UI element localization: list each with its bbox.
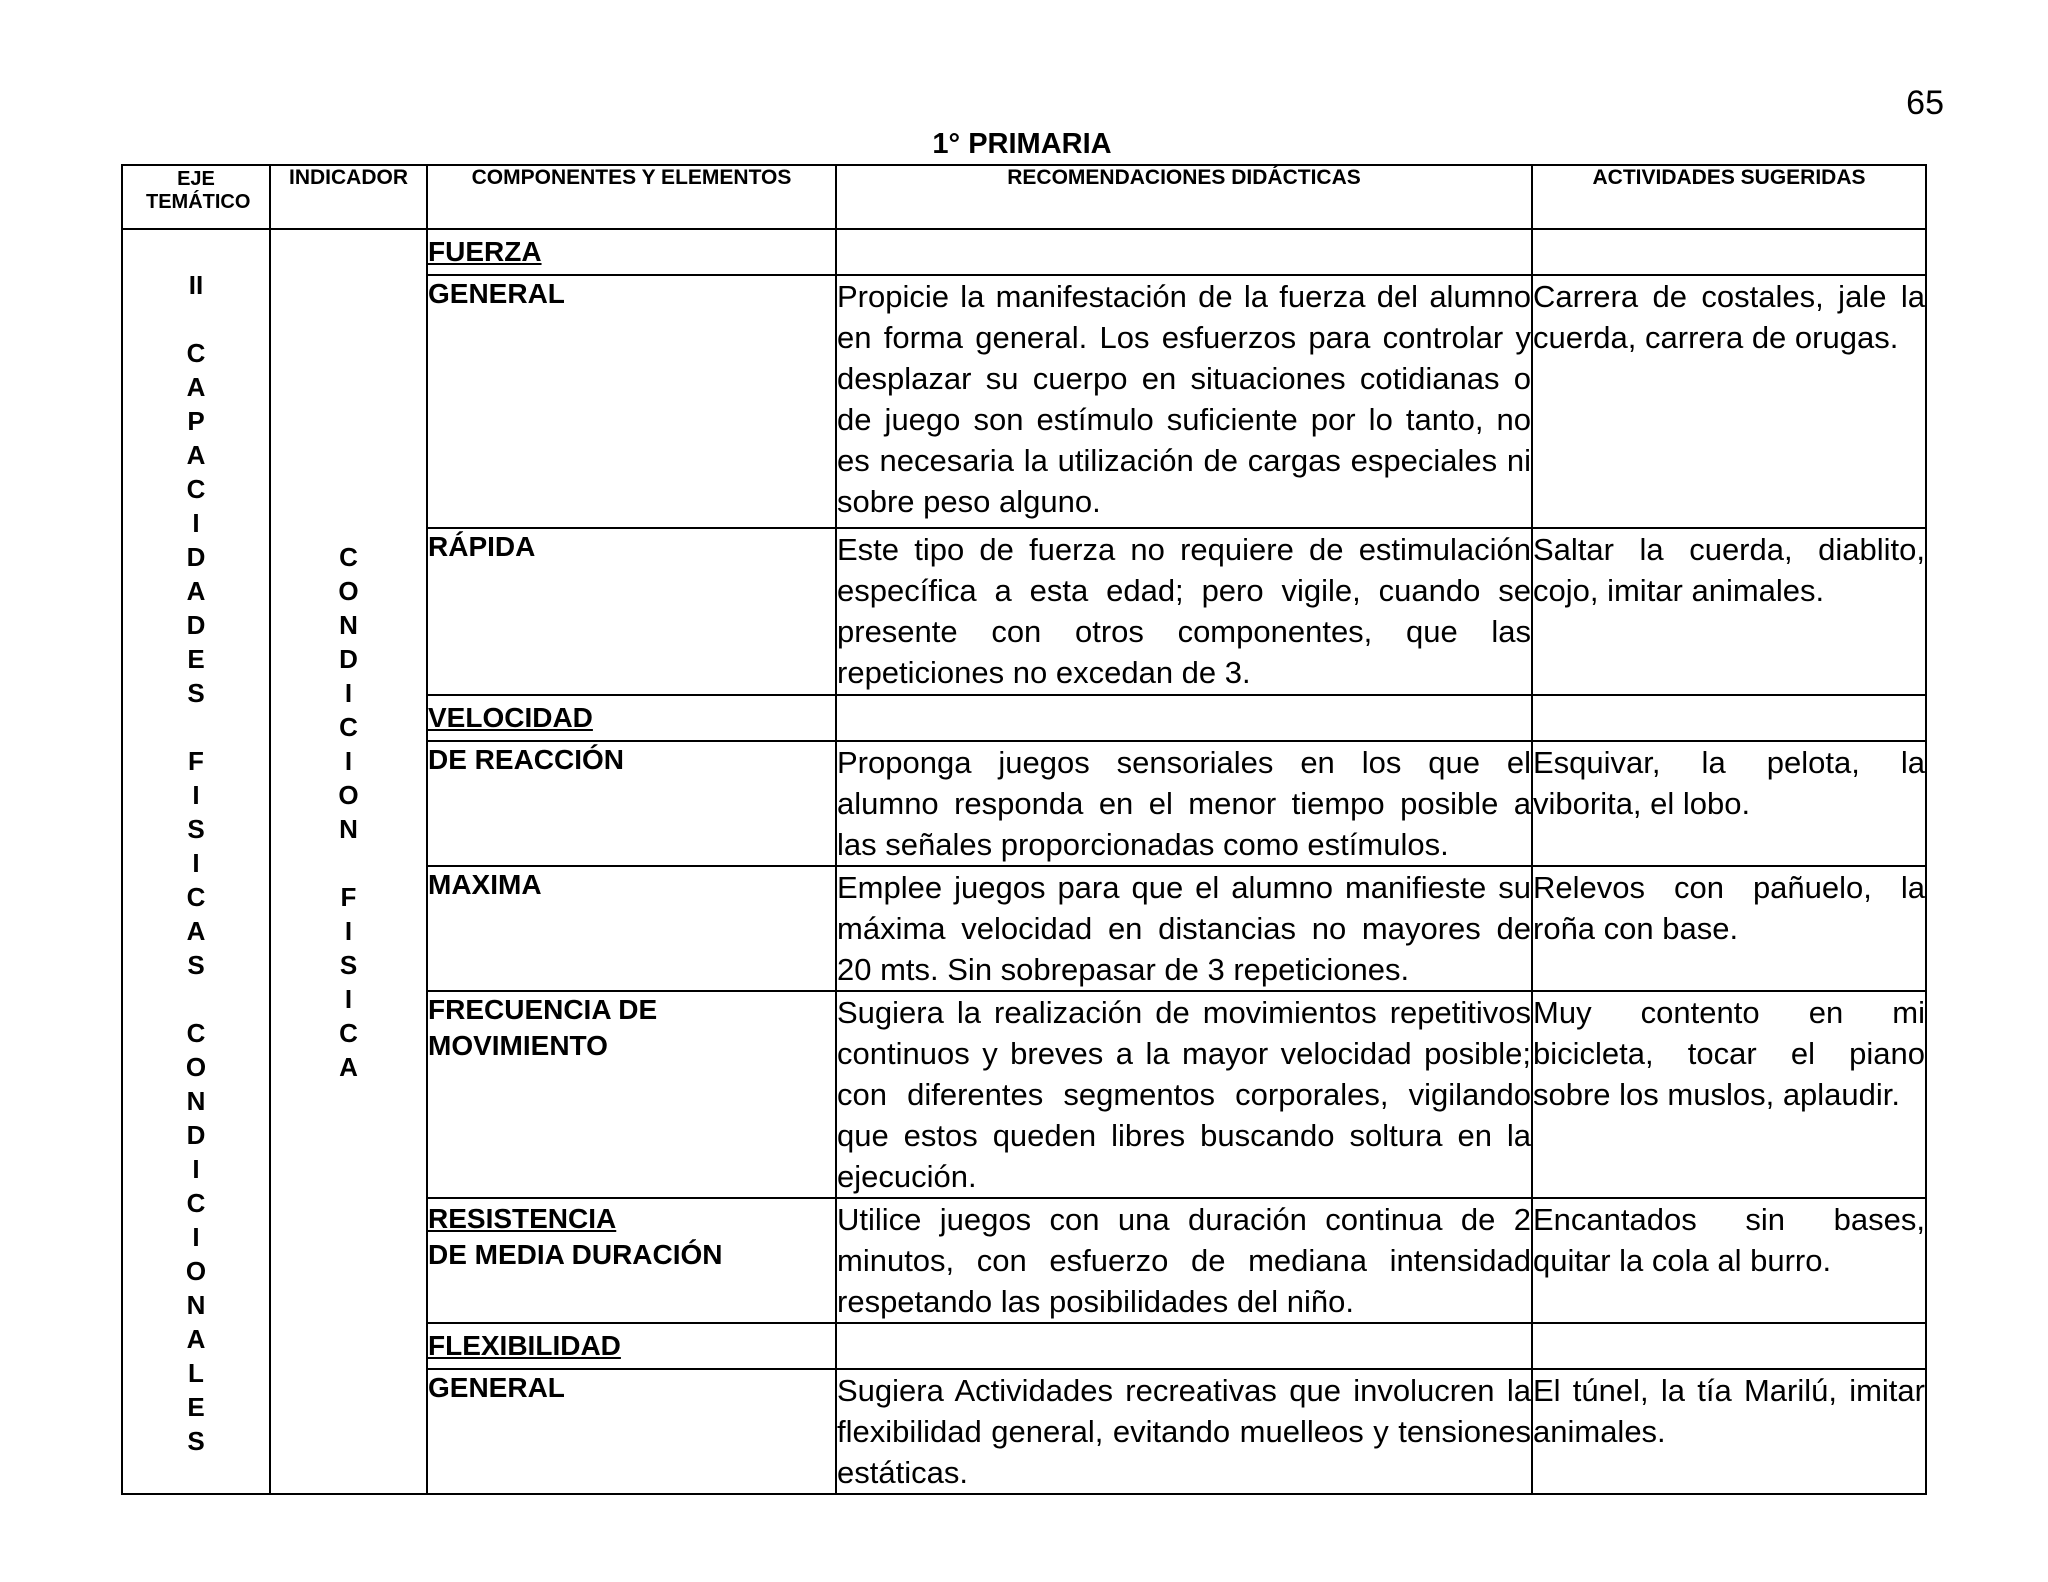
eje-letter: N [186, 1290, 206, 1320]
component-media-duracion: DE MEDIA DURACIÓN [428, 1239, 723, 1270]
eje-letter: D [186, 542, 206, 572]
section-title-velocidad: VELOCIDAD [427, 695, 836, 741]
eje-letter: C [186, 882, 206, 912]
eje-letter: I [192, 1222, 200, 1252]
eje-letter: A [186, 440, 206, 470]
header-row [122, 165, 1926, 229]
eje-letter: N [186, 1086, 206, 1116]
indicador-letter: I [344, 678, 353, 708]
activities-cell: Saltar la cuerda, diablito, cojo, imitar animales. [1532, 528, 1926, 695]
indicador-letter: F [340, 882, 357, 912]
recommendation-cell: Proponga juegos sensoriales en los que el alumno responda en el menor tiempo posible a las señales proporcionadas como estímulos. [836, 741, 1532, 866]
section-title-fuerza: FUERZA [427, 229, 836, 275]
section-row-fuerza [122, 229, 1926, 275]
indicador-letter: C [339, 1018, 358, 1048]
indicador-letter: I [344, 746, 353, 776]
page-number: 65 [1906, 84, 1944, 122]
header-componentes: COMPONENTES Y ELEMENTOS [427, 165, 836, 229]
header-indicador: INDICADOR [270, 165, 427, 229]
component-general-flexibilidad: GENERAL [427, 1369, 836, 1494]
empty-cell [1532, 229, 1926, 275]
eje-letter: E [187, 644, 205, 674]
eje-letter: I [192, 780, 200, 810]
component-frecuencia: FRECUENCIA DE MOVIMIENTO [427, 991, 836, 1198]
eje-letter: S [187, 950, 205, 980]
indicador-letter: C [339, 542, 358, 572]
eje-letter: I [192, 508, 200, 538]
activities-cell: Carrera de costales, jale la cuerda, carrera de orugas. [1532, 275, 1926, 528]
eje-letter: II [188, 270, 204, 300]
eje-letter: S [187, 1426, 205, 1456]
recommendation-cell: Propicie la manifestación de la fuerza del alumno en forma general. Los esfuerzos para controlar y desplazar su cuerpo en situaciones cotidianas o de juego son estímulo suficiente por lo tanto, no es necesaria la utilización de cargas especiales ni sobre peso alguno. [836, 275, 1532, 528]
indicador-letter: I [344, 916, 353, 946]
header-eje-text: EJE TEMÁTICO [146, 168, 251, 213]
header-eje [122, 165, 270, 229]
eje-letter: L [188, 1358, 204, 1388]
eje-letter: O [185, 1256, 207, 1286]
activities-cell: El túnel, la tía Marilú, imitar animales. [1532, 1369, 1926, 1494]
recommendation-cell: Utilice juegos con una duración continua de 2 minutos, con esfuerzo de mediana intensidad respetando las posibilidades del niño. [836, 1198, 1532, 1323]
curriculum-table [121, 164, 1927, 1495]
page-title: 1° PRIMARIA [932, 128, 1112, 160]
empty-cell [1532, 1323, 1926, 1369]
eje-letter: A [186, 576, 206, 606]
component-resistencia [427, 1198, 836, 1323]
header-actividades: ACTIVIDADES SUGERIDAS [1532, 165, 1926, 229]
indicador-letter: I [344, 984, 353, 1014]
eje-letter: C [186, 474, 206, 504]
eje-vertical-text [123, 268, 269, 1458]
eje-letter: O [185, 1052, 207, 1082]
indicador-letter: N [339, 814, 358, 844]
component-general-fuerza: GENERAL [427, 275, 836, 528]
empty-cell [836, 229, 1532, 275]
indicador-letter: A [339, 1052, 358, 1082]
recommendation-cell: Emplee juegos para que el alumno manifieste su máxima velocidad en distancias no mayores de 20 mts. Sin sobrepasar de 3 repeticiones. [836, 866, 1532, 991]
activities-cell: Encantados sin bases, quitar la cola al burro. [1532, 1198, 1926, 1323]
eje-letter: A [186, 1324, 206, 1354]
activities-cell: Relevos con pañuelo, la roña con base. [1532, 866, 1926, 991]
eje-letter: I [192, 1154, 200, 1184]
indicador-vertical-text [271, 540, 426, 1084]
eje-letter: D [186, 610, 206, 640]
section-title-flexibilidad: FLEXIBILIDAD [427, 1323, 836, 1369]
eje-letter: A [186, 372, 206, 402]
empty-cell [836, 695, 1532, 741]
indicador-letter: O [338, 780, 359, 810]
component-de-reaccion: DE REACCIÓN [427, 741, 836, 866]
empty-cell [836, 1323, 1532, 1369]
eje-letter: S [187, 678, 205, 708]
eje-letter: A [186, 916, 206, 946]
recommendation-cell: Este tipo de fuerza no requiere de estimulación específica a esta edad; pero vigile, cuando se presente con otros componentes, que las repeticiones no excedan de 3. [836, 528, 1532, 695]
eje-letter: C [186, 1188, 206, 1218]
eje-letter: C [186, 1018, 206, 1048]
activities-cell: Esquivar, la pelota, la viborita, el lobo. [1532, 741, 1926, 866]
component-rapida: RÁPIDA [427, 528, 836, 695]
recommendation-cell: Sugiera Actividades recreativas que involucren la flexibilidad general, evitando muelleos y tensiones estáticas. [836, 1369, 1532, 1494]
section-title-resistencia: RESISTENCIA [428, 1203, 617, 1234]
indicador-letter: S [339, 950, 358, 980]
indicador-cell [270, 229, 427, 1494]
indicador-letter: O [338, 576, 359, 606]
eje-letter: S [187, 814, 205, 844]
eje-letter: E [187, 1392, 205, 1422]
eje-letter: P [187, 406, 205, 436]
eje-letter: I [192, 848, 200, 878]
indicador-letter: D [339, 644, 358, 674]
eje-cell [122, 229, 270, 1494]
recommendation-cell: Sugiera la realización de movimientos repetitivos continuos y breves a la mayor velocidad posible; con diferentes segmentos corporales, vigilando que estos queden libres buscando soltura en la ejecución. [836, 991, 1532, 1198]
empty-cell [1532, 695, 1926, 741]
header-recomendaciones: RECOMENDACIONES DIDÁCTICAS [836, 165, 1532, 229]
component-maxima: MAXIMA [427, 866, 836, 991]
eje-letter: D [186, 1120, 206, 1150]
indicador-letter: N [339, 610, 358, 640]
eje-letter: F [188, 746, 204, 776]
indicador-letter: C [339, 712, 358, 742]
eje-letter: C [186, 338, 206, 368]
activities-cell: Muy contento en mi bicicleta, tocar el piano sobre los muslos, aplaudir. [1532, 991, 1926, 1198]
